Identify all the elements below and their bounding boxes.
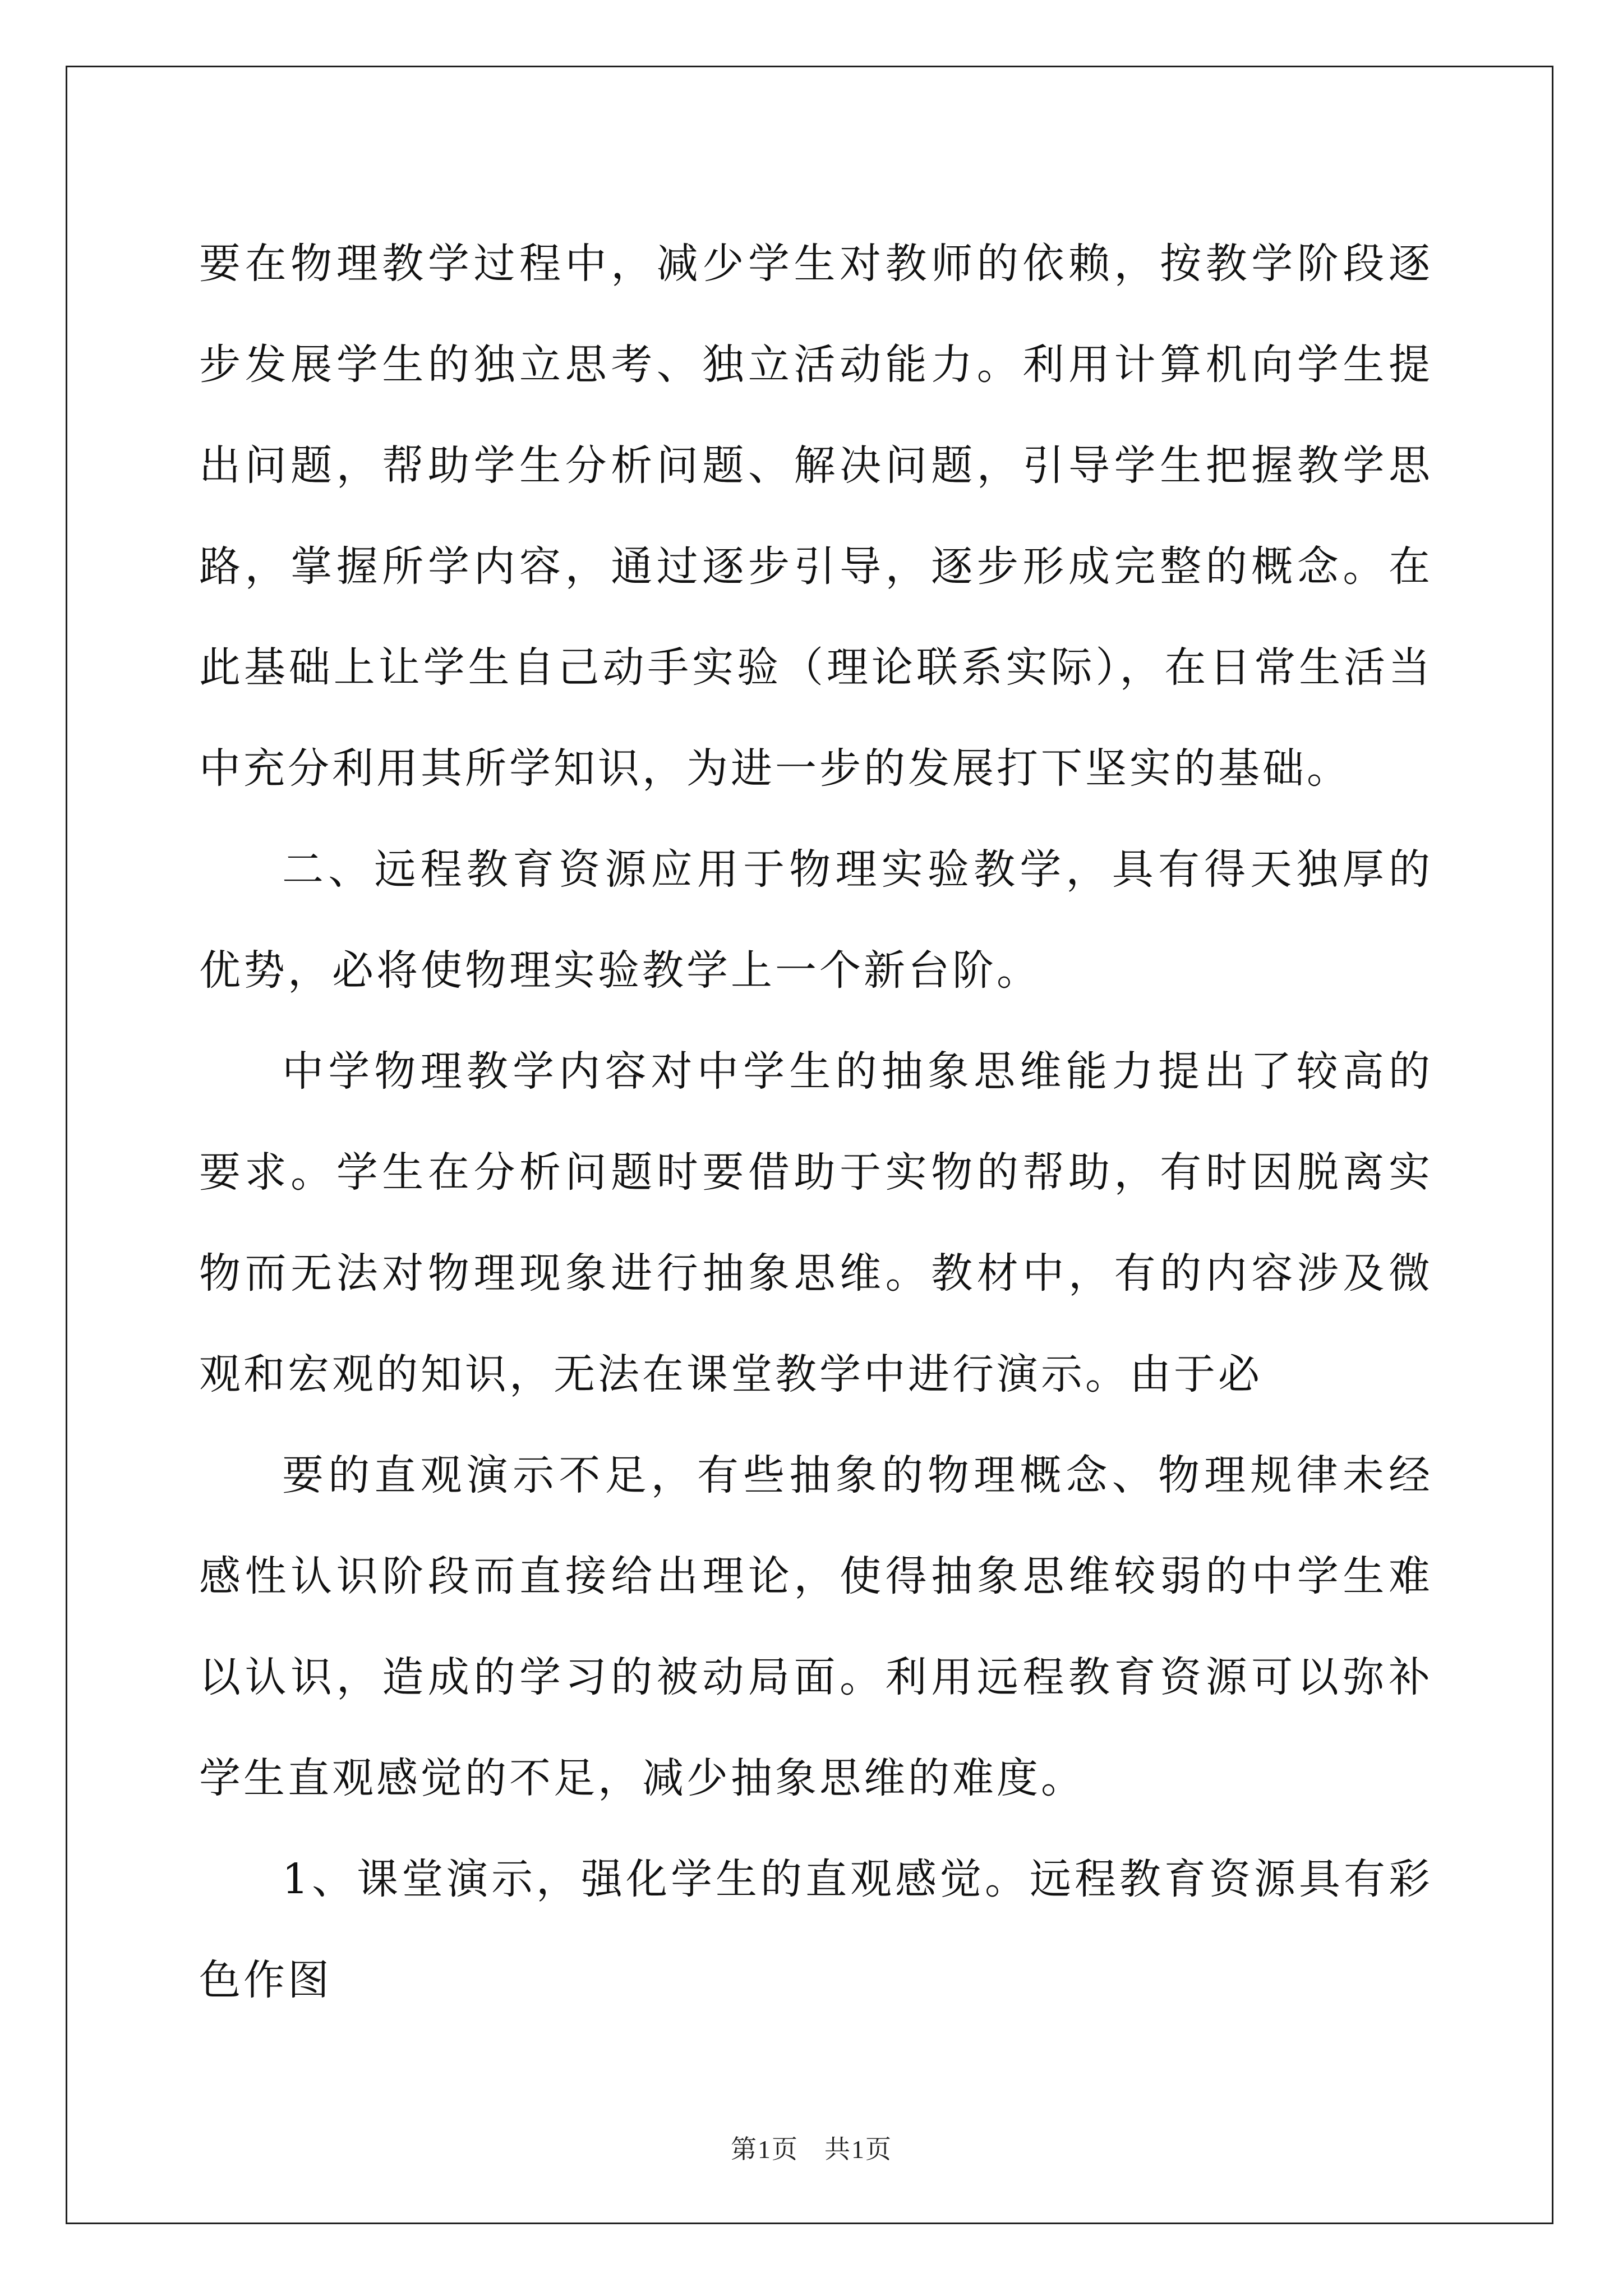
paragraph-3: 中学物理教学内容对中学生的抽象思维能力提出了较高的要求。学生在分析问题时要借助于实物的帮助，有时因脱离实物而无法对物理现象进行抽象思维。教材中，有的内容涉及微观和宏观的知识，无法在课堂教学中进行演示。由于必	[199, 1047, 1433, 1398]
paragraph-5: 1、课堂演示，强化学生的直观感觉。远程教育资源具有彩色作图	[199, 1855, 1433, 2004]
page-number-current: 第1页	[731, 2135, 799, 2164]
paragraph-2: 二、远程教育资源应用于物理实验教学，具有得天独厚的优势，必将使物理实验教学上一个新台阶。	[199, 845, 1433, 995]
page-number-total: 共1页	[824, 2135, 892, 2164]
page-footer	[0, 2129, 1623, 2166]
paragraph-1: 要在物理教学过程中，减少学生对教师的依赖，按教学阶段逐步发展学生的独立思考、独立活动能力。利用计算机向学生提出问题，帮助学生分析问题、解决问题，引导学生把握教学思路，掌握所学内容，通过逐步引导，逐步形成完整的概念。在此基础上让学生自己动手实验（理论联系实际），在日常生活当中充分利用其所学知识，为进一步的发展打下坚实的基础。	[199, 240, 1433, 793]
paragraph-4: 要的直观演示不足，有些抽象的物理概念、物理规律未经感性认识阶段而直接给出理论，使得抽象思维较弱的中学生难以认识，造成的学习的被动局面。利用远程教育资源可以弥补学生直观感觉的不足，减少抽象思维的难度。	[199, 1451, 1433, 1802]
document-body	[199, 213, 1433, 2031]
